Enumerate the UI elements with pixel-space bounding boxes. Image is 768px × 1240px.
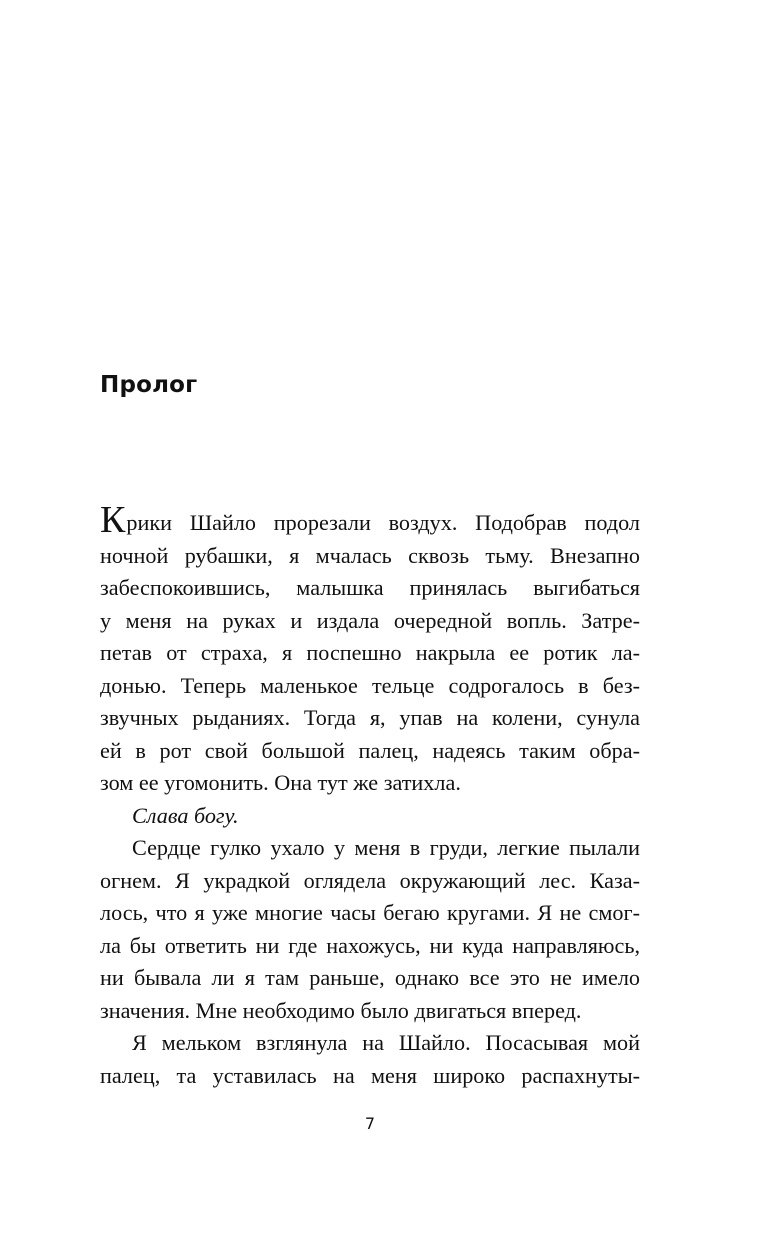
line-text: рики Шайло прорезали воздух. Подобрав подол	[126, 510, 640, 535]
text-line: огнем. Я украдкой оглядела окружающий лес. Каза-	[100, 867, 640, 893]
text-line: ла бы ответить ни где нахожусь, ни куда направляюсь,	[100, 932, 640, 958]
text-line: петав от страха, я поспешно накрыла ее ротик ла-	[100, 640, 640, 665]
text-line: ей в рот свой большой палец, надеясь таким обра-	[100, 737, 640, 763]
text-line	[100, 499, 640, 541]
text-line: лось, что я уже многие часы бегаю кругами. Я не смог-	[100, 900, 640, 925]
text-line: Я мельком взглянула на Шайло. Посасывая мой	[132, 1030, 640, 1055]
paragraph-1	[100, 499, 640, 800]
paragraph-4	[100, 1027, 640, 1092]
text-line: звучных рыданиях. Тогда я, упав на колени, сунула	[100, 705, 640, 730]
text-line: зом ее угомонить. Она тут же затихла.	[100, 770, 461, 795]
page-number: 7	[364, 1114, 376, 1133]
italic-text: Слава богу.	[132, 802, 239, 828]
text-line: Сердце гулко ухало у меня в груди, легкие пылали	[132, 835, 640, 860]
chapter-text	[100, 499, 640, 1092]
paragraph-2	[100, 800, 640, 833]
drop-cap: К	[100, 499, 126, 541]
text-line: палец, та уставилась на меня широко распахнуты-	[100, 1062, 640, 1088]
text-line: забеспокоившись, малышка принялась выгибаться	[100, 575, 640, 600]
text-line	[100, 800, 640, 833]
chapter-title: Пролог	[100, 372, 198, 398]
text-line: ночной рубашки, я мчалась сквозь тьму. Внезапно	[100, 542, 640, 568]
text-line: значения. Мне необходимо было двигаться вперед.	[100, 997, 582, 1023]
text-line: ни бывала ли я там раньше, однако все это не имело	[100, 965, 640, 990]
text-line: у меня на руках и издала очередной вопль. Затре-	[100, 607, 640, 633]
paragraph-3	[100, 832, 640, 1027]
text-line: донью. Теперь маленькое тельце содрогалось в без-	[100, 672, 640, 698]
